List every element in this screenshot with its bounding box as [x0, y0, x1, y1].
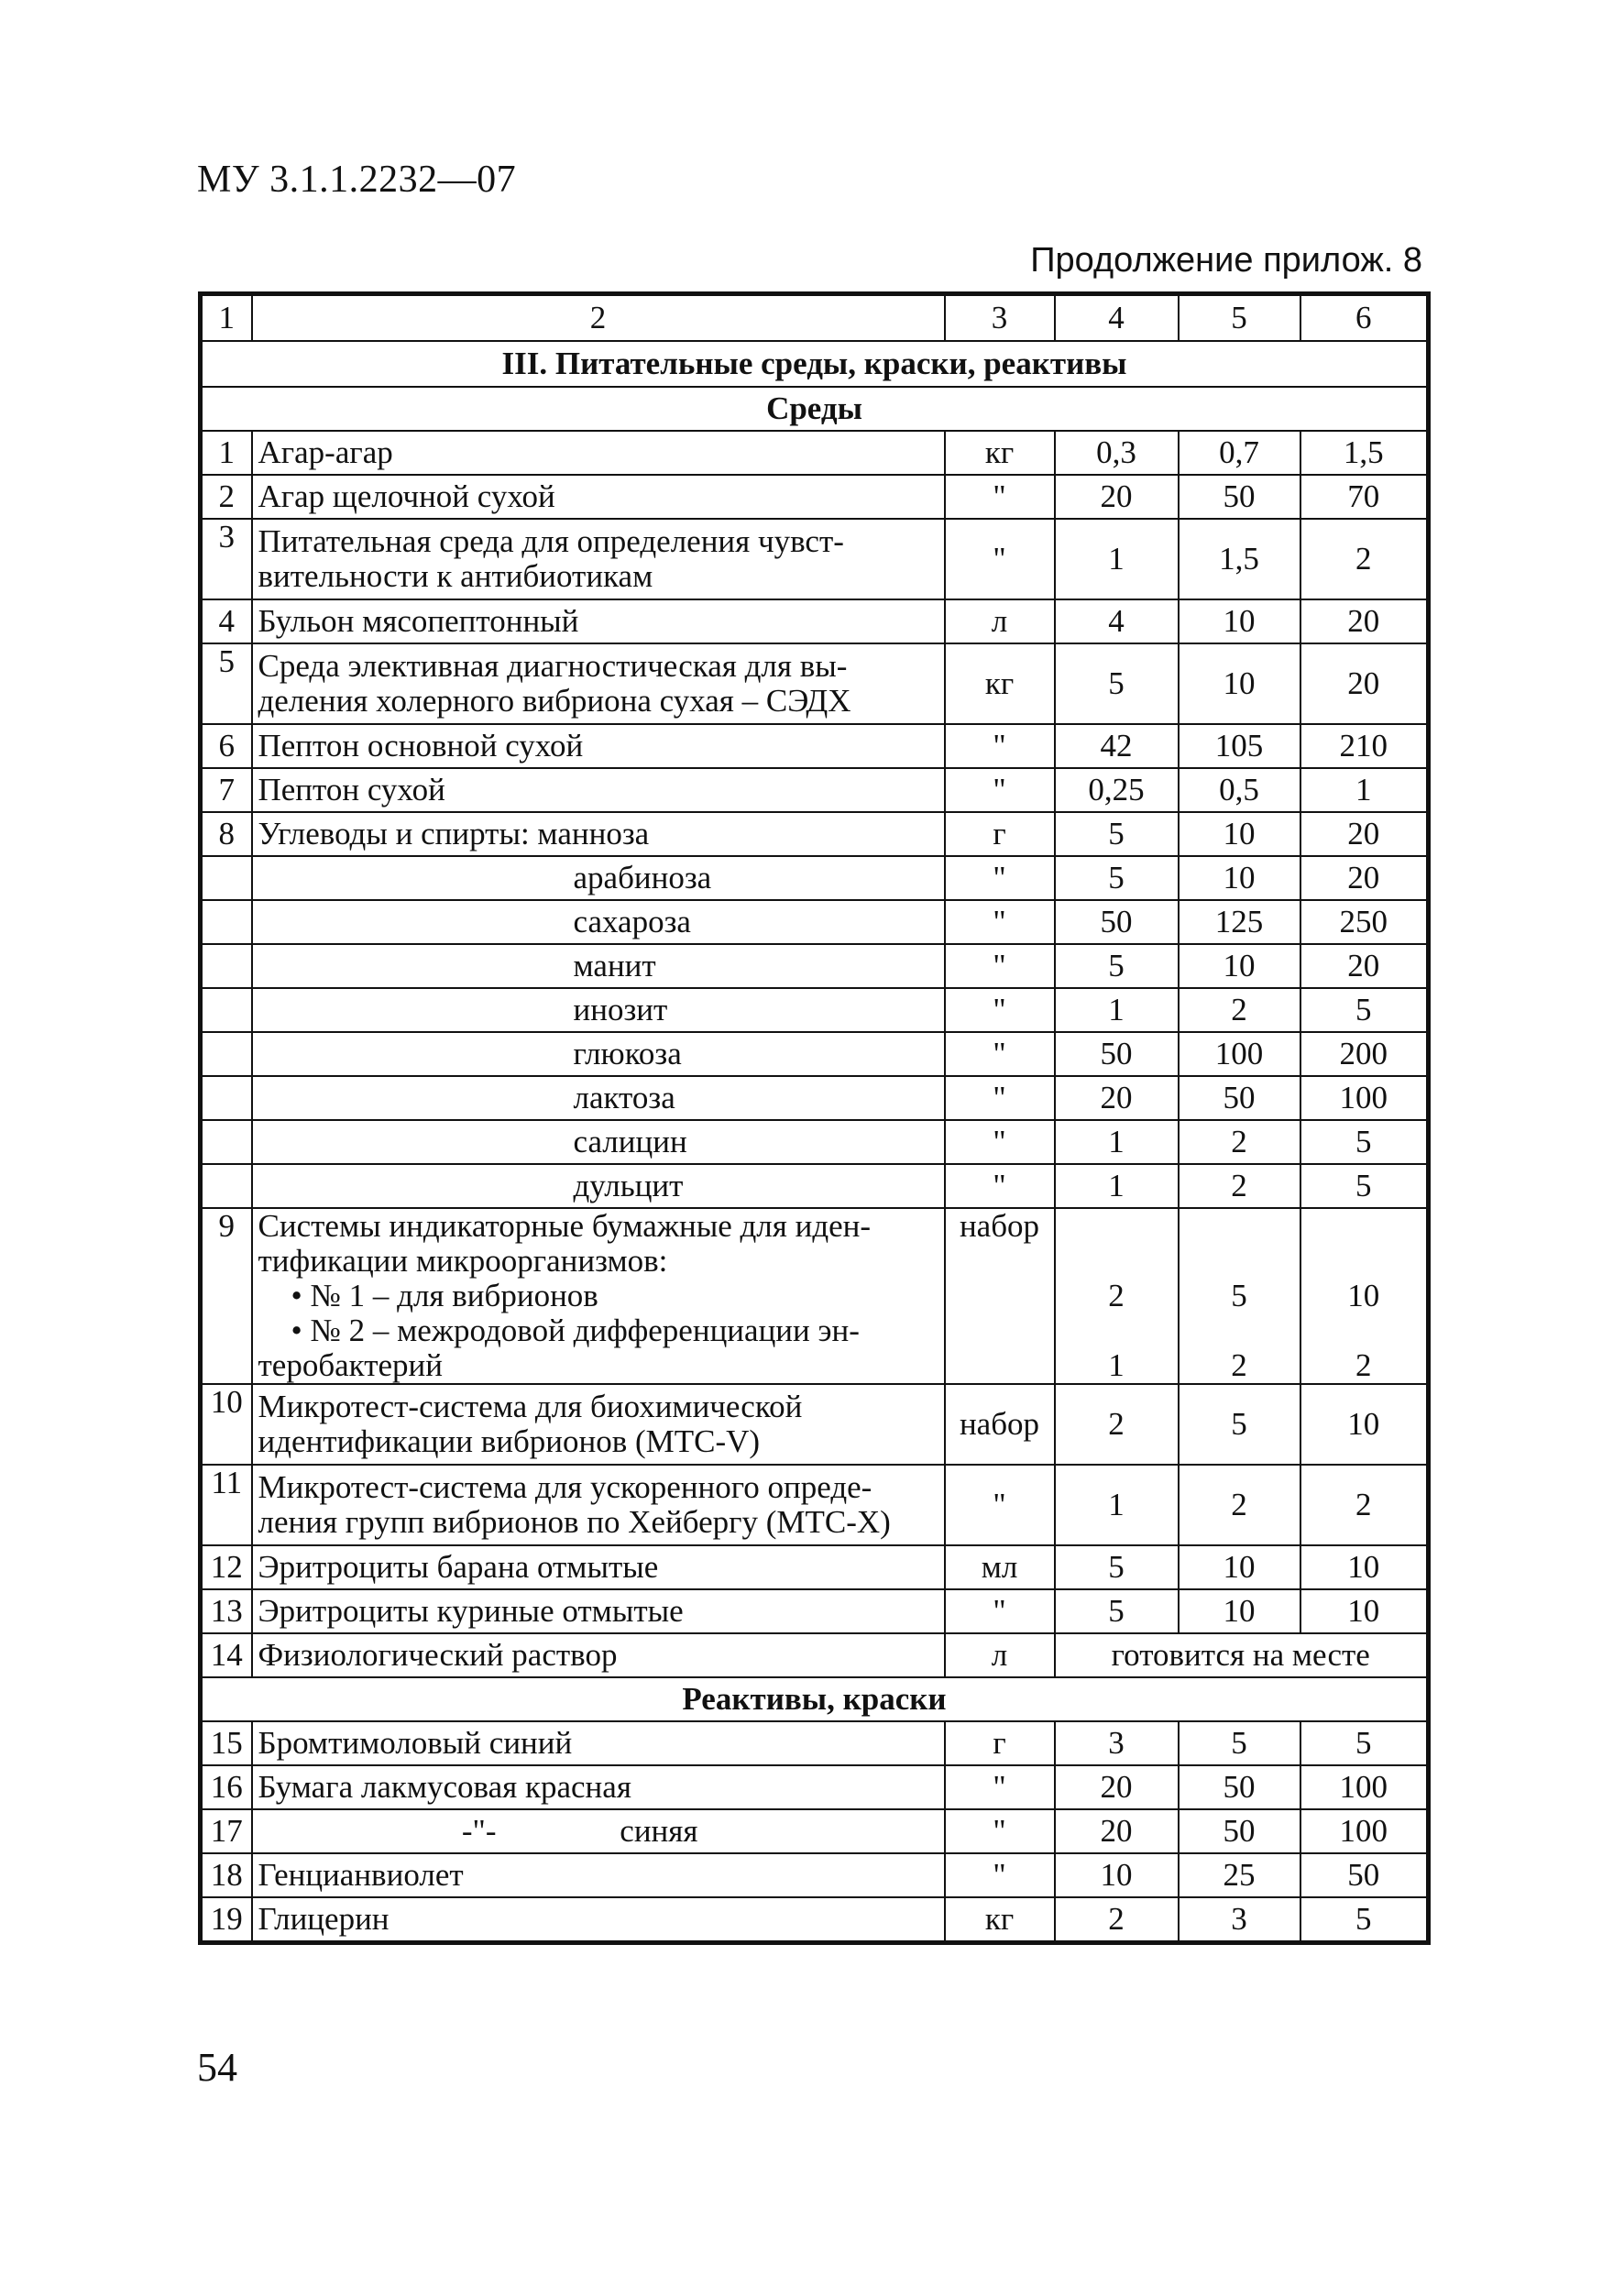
value-cell: 20	[1055, 1765, 1179, 1809]
unit-cell: кг	[945, 431, 1055, 475]
table-row	[201, 1853, 1429, 1897]
item-name-line: идентификации вибрионов (МТС-V)	[258, 1423, 761, 1459]
row-number	[201, 1120, 252, 1164]
value-cell: 5	[1055, 643, 1179, 724]
item-name	[252, 643, 945, 724]
row-number: 4	[201, 599, 252, 643]
value-cell: 1,5	[1179, 519, 1300, 599]
ditto-mark: -"-	[461, 1813, 497, 1849]
continuation-label: Продолжение прилож. 8	[1030, 241, 1422, 280]
item-name: Пептон основной сухой	[252, 724, 945, 768]
value-cell: 200	[1300, 1032, 1429, 1076]
row-number: 19	[201, 1897, 252, 1943]
unit-cell: набор	[945, 1208, 1055, 1384]
item-name: Углеводы и спирты: манноза	[252, 812, 945, 856]
value-cell: 1	[1055, 1465, 1179, 1545]
value-cell: 70	[1300, 475, 1429, 519]
value-cell: 0,7	[1179, 431, 1300, 475]
page-number: 54	[197, 2045, 237, 2090]
unit-cell: "	[945, 1465, 1055, 1545]
item-name-line: Микротест-система для биохимической	[258, 1389, 803, 1424]
value-cell: 50	[1300, 1853, 1429, 1897]
supplies-table	[198, 291, 1431, 1945]
bullet-line: • № 1 – для вибрионов	[291, 1278, 598, 1313]
value-cell: 20	[1300, 599, 1429, 643]
value-cell: 2	[1179, 988, 1300, 1032]
table-row	[201, 1208, 1429, 1384]
value-cell: 5	[1300, 1164, 1429, 1208]
row-number: 14	[201, 1633, 252, 1677]
table-row	[201, 1589, 1429, 1633]
value-cell: 100	[1300, 1809, 1429, 1853]
row-number: 13	[201, 1589, 252, 1633]
value-cell: 2	[1179, 1465, 1300, 1545]
row-number	[201, 900, 252, 944]
table-row	[201, 643, 1429, 724]
table-row	[201, 1897, 1429, 1943]
row-number: 3	[201, 519, 252, 599]
value-line: 2	[1355, 1347, 1372, 1383]
value-cell: 50	[1055, 1032, 1179, 1076]
value-cell: 20	[1300, 643, 1429, 724]
row-number: 2	[201, 475, 252, 519]
row-number: 16	[201, 1765, 252, 1809]
column-header: 5	[1179, 294, 1300, 342]
item-name: лактоза	[252, 1076, 945, 1120]
item-name: Физиологический раствор	[252, 1633, 945, 1677]
value-cell: 1	[1055, 1120, 1179, 1164]
value-cell: 3	[1055, 1721, 1179, 1765]
value-cell: 10	[1300, 1384, 1429, 1465]
row-number: 6	[201, 724, 252, 768]
value-cell: 100	[1300, 1076, 1429, 1120]
value-cell: 5	[1179, 1384, 1300, 1465]
row-number: 5	[201, 643, 252, 724]
row-number: 8	[201, 812, 252, 856]
value-cell: 1	[1055, 1164, 1179, 1208]
value-cell: 50	[1055, 900, 1179, 944]
item-name-line: теробактерий	[258, 1347, 444, 1383]
value-cell: 20	[1055, 1809, 1179, 1853]
item-name	[252, 1208, 945, 1384]
unit-cell: "	[945, 768, 1055, 812]
value-line: 10	[1347, 1278, 1380, 1313]
value-cell: 25	[1179, 1853, 1300, 1897]
value-cell: 5	[1300, 1721, 1429, 1765]
table-row	[201, 1545, 1429, 1589]
value-cell: 10	[1179, 599, 1300, 643]
value-cell: 50	[1179, 475, 1300, 519]
value-cell: 0,25	[1055, 768, 1179, 812]
value-cell	[1179, 1208, 1300, 1384]
value-line: 2	[1231, 1347, 1247, 1383]
table-row	[201, 1120, 1429, 1164]
table-row	[201, 1076, 1429, 1120]
item-name: Пептон сухой	[252, 768, 945, 812]
item-name-line: ления групп вибрионов по Хейбергу (МТС-Х)	[258, 1504, 891, 1540]
value-cell: 10	[1179, 944, 1300, 988]
value-cell: 250	[1300, 900, 1429, 944]
value-cell: 0,3	[1055, 431, 1179, 475]
value-cell: 2	[1300, 1465, 1429, 1545]
item-name-line: Микротест-система для ускоренного опреде-	[258, 1469, 872, 1505]
table-row	[201, 856, 1429, 900]
value-cell: 2	[1179, 1120, 1300, 1164]
row-number: 15	[201, 1721, 252, 1765]
unit-cell: набор	[945, 1384, 1055, 1465]
value-cell: 1	[1055, 988, 1179, 1032]
row-number	[201, 856, 252, 900]
unit-cell: "	[945, 988, 1055, 1032]
value-cell: 10	[1300, 1589, 1429, 1633]
table-row	[201, 475, 1429, 519]
unit-cell: г	[945, 812, 1055, 856]
item-name: салицин	[252, 1120, 945, 1164]
value-cell: 4	[1055, 599, 1179, 643]
value-cell: 5	[1055, 944, 1179, 988]
column-header: 3	[945, 294, 1055, 342]
item-name	[252, 1465, 945, 1545]
value-cell: 10	[1179, 1589, 1300, 1633]
value-cell: 210	[1300, 724, 1429, 768]
value-cell: 2	[1300, 519, 1429, 599]
value-cell: 50	[1179, 1076, 1300, 1120]
item-name: Бумага лакмусовая красная	[252, 1765, 945, 1809]
column-header: 1	[201, 294, 252, 342]
row-number	[201, 1164, 252, 1208]
table-row	[201, 944, 1429, 988]
table-row	[201, 1384, 1429, 1465]
item-name: манит	[252, 944, 945, 988]
value-cell: 2	[1055, 1897, 1179, 1943]
item-name: глюкоза	[252, 1032, 945, 1076]
unit-cell: л	[945, 1633, 1055, 1677]
value-cell	[1300, 1208, 1429, 1384]
column-header: 4	[1055, 294, 1179, 342]
item-name-line: тификации микроорганизмов:	[258, 1243, 668, 1279]
row-number: 10	[201, 1384, 252, 1465]
unit-cell: "	[945, 1765, 1055, 1809]
value-cell: 2	[1055, 1384, 1179, 1465]
unit-cell: "	[945, 944, 1055, 988]
value-cell: 5	[1300, 1120, 1429, 1164]
value-line: 2	[1108, 1278, 1125, 1313]
value-cell: 20	[1300, 944, 1429, 988]
item-name-line: Питательная среда для определения чувст-	[258, 523, 844, 559]
item-name-line: Системы индикаторные бумажные для иден-	[258, 1208, 872, 1244]
value-cell: 5	[1055, 1589, 1179, 1633]
table-row	[201, 599, 1429, 643]
value-cell: 10	[1179, 856, 1300, 900]
item-name: сахароза	[252, 900, 945, 944]
unit-cell: г	[945, 1721, 1055, 1765]
table-row	[201, 1633, 1429, 1677]
row-number: 18	[201, 1853, 252, 1897]
unit-cell: "	[945, 475, 1055, 519]
unit-cell: кг	[945, 1897, 1055, 1943]
column-number-row	[201, 294, 1429, 342]
column-header: 6	[1300, 294, 1429, 342]
row-number: 12	[201, 1545, 252, 1589]
column-header: 2	[252, 294, 945, 342]
item-name: арабиноза	[252, 856, 945, 900]
row-number: 11	[201, 1465, 252, 1545]
value-cell: 10	[1179, 812, 1300, 856]
item-name	[252, 1384, 945, 1465]
row-number	[201, 1076, 252, 1120]
item-name: Агар щелочной сухой	[252, 475, 945, 519]
value-cell: 5	[1300, 988, 1429, 1032]
value-cell: 20	[1055, 1076, 1179, 1120]
value-cell: 5	[1300, 1897, 1429, 1943]
value-cell: 5	[1055, 856, 1179, 900]
value-cell: 50	[1179, 1765, 1300, 1809]
value-cell: 20	[1300, 812, 1429, 856]
value-cell: 5	[1055, 1545, 1179, 1589]
value-cell: 100	[1179, 1032, 1300, 1076]
table-row	[201, 1164, 1429, 1208]
item-name: Глицерин	[252, 1897, 945, 1943]
unit-cell: "	[945, 519, 1055, 599]
table-row	[201, 812, 1429, 856]
value-cell: 0,5	[1179, 768, 1300, 812]
unit-cell: "	[945, 856, 1055, 900]
table-row	[201, 988, 1429, 1032]
unit-cell: "	[945, 724, 1055, 768]
bullet-line: • № 2 – межродовой дифференциации эн-	[291, 1313, 860, 1348]
table-row	[201, 900, 1429, 944]
unit-cell: л	[945, 599, 1055, 643]
row-number	[201, 1032, 252, 1076]
value-cell: 1,5	[1300, 431, 1429, 475]
value-cell: 5	[1055, 812, 1179, 856]
table-row	[201, 1809, 1429, 1853]
unit-cell: "	[945, 1164, 1055, 1208]
row-number: 1	[201, 431, 252, 475]
row-number: 9	[201, 1208, 252, 1384]
item-name: Генцианвиолет	[252, 1853, 945, 1897]
unit-cell: "	[945, 1589, 1055, 1633]
item-name: Эритроциты куриные отмытые	[252, 1589, 945, 1633]
document-code: МУ 3.1.1.2232—07	[197, 159, 517, 201]
value-cell: 2	[1179, 1164, 1300, 1208]
subsection-reagents: Реактивы, краски	[201, 1677, 1429, 1721]
value-line: 1	[1108, 1347, 1125, 1383]
table-row	[201, 724, 1429, 768]
item-name: Эритроциты барана отмытые	[252, 1545, 945, 1589]
unit-cell: "	[945, 1120, 1055, 1164]
value-cell: 10	[1055, 1853, 1179, 1897]
item-name-variant: синяя	[620, 1813, 698, 1849]
unit-cell: мл	[945, 1545, 1055, 1589]
row-number: 7	[201, 768, 252, 812]
value-cell: 5	[1179, 1721, 1300, 1765]
item-name: дульцит	[252, 1164, 945, 1208]
unit-cell: "	[945, 1853, 1055, 1897]
value-line: 5	[1231, 1278, 1247, 1313]
table-row	[201, 1032, 1429, 1076]
value-cell: 10	[1179, 1545, 1300, 1589]
value-cell: 100	[1300, 1765, 1429, 1809]
value-cell: 3	[1179, 1897, 1300, 1943]
value-cell: 10	[1300, 1545, 1429, 1589]
item-name: Агар-агар	[252, 431, 945, 475]
value-cell: 20	[1055, 475, 1179, 519]
value-cell: 1	[1300, 768, 1429, 812]
item-name	[252, 519, 945, 599]
item-name-line: Среда элективная диагностическая для вы-	[258, 648, 848, 684]
row-number	[201, 988, 252, 1032]
value-cell: 20	[1300, 856, 1429, 900]
unit-cell: "	[945, 1076, 1055, 1120]
row-number	[201, 944, 252, 988]
row-number: 17	[201, 1809, 252, 1853]
value-cell: 50	[1179, 1809, 1300, 1853]
table-row	[201, 519, 1429, 599]
merged-value-cell: готовится на месте	[1055, 1633, 1429, 1677]
table-row	[201, 1721, 1429, 1765]
value-cell: 105	[1179, 724, 1300, 768]
value-cell: 125	[1179, 900, 1300, 944]
value-cell: 10	[1179, 643, 1300, 724]
unit-cell: "	[945, 900, 1055, 944]
table-row	[201, 1765, 1429, 1809]
subsection-media: Среды	[201, 387, 1429, 431]
table-row	[201, 1465, 1429, 1545]
unit-cell: кг	[945, 643, 1055, 724]
item-name: Бульон мясопептонный	[252, 599, 945, 643]
item-name: инозит	[252, 988, 945, 1032]
item-name-line: деления холерного вибриона сухая – СЭДХ	[258, 683, 851, 719]
value-cell: 42	[1055, 724, 1179, 768]
item-name	[252, 1809, 945, 1853]
unit-cell: "	[945, 1032, 1055, 1076]
table-row	[201, 768, 1429, 812]
item-name-line: вительности к антибиотикам	[258, 558, 653, 594]
table-row	[201, 431, 1429, 475]
section-title: III. Питательные среды, краски, реактивы	[201, 341, 1429, 387]
value-cell	[1055, 1208, 1179, 1384]
value-cell: 1	[1055, 519, 1179, 599]
unit-cell: "	[945, 1809, 1055, 1853]
item-name: Бромтимоловый синий	[252, 1721, 945, 1765]
